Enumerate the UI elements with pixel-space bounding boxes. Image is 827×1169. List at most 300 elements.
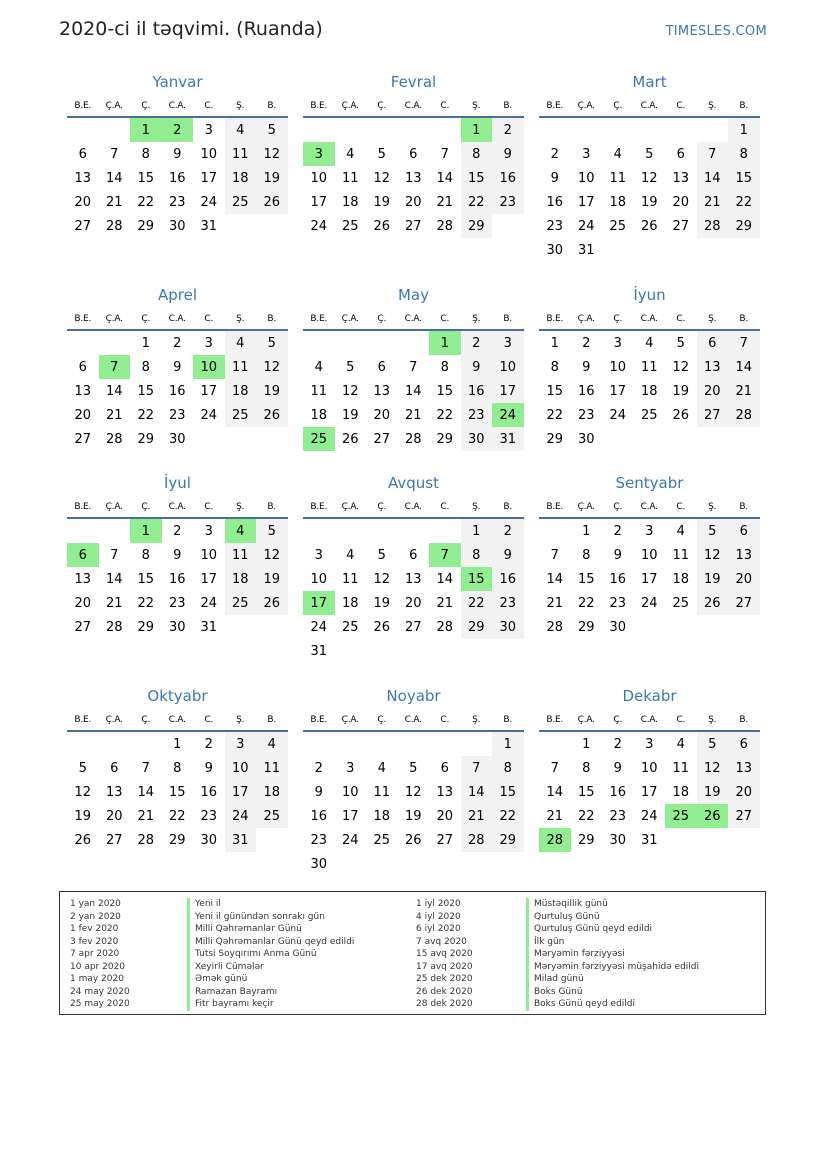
weekday-label: C.A. xyxy=(404,502,422,512)
day-cell: 20 xyxy=(74,596,92,611)
day-cell: 12 xyxy=(697,543,729,567)
day-cell: 1 xyxy=(550,336,559,351)
day-cell: 21 xyxy=(546,809,564,824)
weekday-label: Ş. xyxy=(472,715,481,725)
month-5 xyxy=(303,285,524,451)
legend-date: 26 dek 2020 xyxy=(416,986,473,997)
day-cell: 21 xyxy=(436,195,454,210)
weekday-label: Ş. xyxy=(236,101,245,111)
weekday-label: Ş. xyxy=(472,101,481,111)
day-cell: 27 xyxy=(728,804,760,828)
weekday-label: C. xyxy=(676,502,686,512)
legend-dates-left xyxy=(70,898,130,1011)
day-cell: 27 xyxy=(672,219,690,234)
day-cell: 5 xyxy=(645,147,654,162)
empty-cell xyxy=(335,331,367,355)
empty-cell xyxy=(697,118,729,142)
empty-cell xyxy=(303,519,335,543)
legend-holiday-name: Boks Günü qeyd edildi xyxy=(526,998,699,1011)
empty-cell xyxy=(366,118,398,142)
weekday-label: C. xyxy=(440,314,450,324)
weekday-label: C. xyxy=(440,502,450,512)
weekday-label: C.A. xyxy=(168,502,186,512)
weekday-label: C.A. xyxy=(640,101,658,111)
holiday-day-cell: 7 xyxy=(99,355,131,379)
day-cell: 2 xyxy=(550,147,559,162)
day-cell: 11 xyxy=(225,355,257,379)
weekday-label: B.E. xyxy=(546,314,564,324)
month-6 xyxy=(539,285,760,451)
day-cell: 3 xyxy=(204,123,213,138)
month-name: İyul xyxy=(164,474,191,492)
day-cell: 3 xyxy=(645,737,654,752)
empty-cell xyxy=(67,331,99,355)
weekday-header xyxy=(303,98,524,114)
day-cell: 30 xyxy=(310,857,328,872)
day-cell: 5 xyxy=(676,336,685,351)
day-cell: 1 xyxy=(492,732,524,756)
day-cell: 18 xyxy=(256,780,288,804)
day-cell: 20 xyxy=(404,596,422,611)
weekday-label: Ş. xyxy=(236,715,245,725)
day-cell: 21 xyxy=(546,596,564,611)
day-cell: 14 xyxy=(546,572,564,587)
holiday-day-cell: 6 xyxy=(67,543,99,567)
day-cell: 7 xyxy=(141,761,150,776)
empty-cell xyxy=(67,732,99,756)
day-grid xyxy=(539,519,760,639)
day-cell: 24 xyxy=(640,596,658,611)
day-cell: 19 xyxy=(256,379,288,403)
day-cell: 30 xyxy=(492,615,524,639)
day-cell: 8 xyxy=(141,548,150,563)
day-cell: 17 xyxy=(200,171,218,186)
day-cell: 27 xyxy=(697,403,729,427)
weekday-label: C. xyxy=(676,314,686,324)
day-cell: 10 xyxy=(640,761,658,776)
day-cell: 4 xyxy=(377,761,386,776)
day-cell: 14 xyxy=(105,384,123,399)
holiday-day-cell: 10 xyxy=(193,355,225,379)
page-title: 2020-ci il təqvimi. (Ruanda) xyxy=(59,18,323,40)
legend-holiday-name: Əmək günü xyxy=(187,973,354,986)
day-cell: 27 xyxy=(373,432,391,447)
day-cell: 9 xyxy=(582,360,591,375)
day-cell: 29 xyxy=(168,833,186,848)
holiday-day-cell: 1 xyxy=(461,118,493,142)
day-cell: 27 xyxy=(74,432,92,447)
day-cell: 3 xyxy=(613,336,622,351)
day-cell: 29 xyxy=(492,828,524,852)
day-cell: 27 xyxy=(404,620,422,635)
legend-holiday-name: Məryəmin fərziyyəsi müşahidə edildi xyxy=(526,961,699,974)
day-cell: 22 xyxy=(577,596,595,611)
day-cell: 4 xyxy=(676,524,685,539)
day-cell: 29 xyxy=(546,432,564,447)
weekday-header xyxy=(539,712,760,728)
day-cell: 8 xyxy=(173,761,182,776)
day-cell: 5 xyxy=(256,331,288,355)
day-cell: 24 xyxy=(200,408,218,423)
day-cell: 10 xyxy=(609,360,627,375)
day-cell: 9 xyxy=(550,171,559,186)
day-cell: 2 xyxy=(492,118,524,142)
day-cell: 11 xyxy=(640,360,658,375)
weekday-label: B. xyxy=(267,502,277,512)
weekday-label: Ç.A. xyxy=(105,502,123,512)
legend-date: 15 avq 2020 xyxy=(416,949,473,959)
day-cell: 1 xyxy=(728,118,760,142)
weekday-label: B. xyxy=(503,314,513,324)
legend-holiday-name: Tutsi Soyqırımı Anma Günü xyxy=(187,948,354,961)
day-cell: 16 xyxy=(492,567,524,591)
day-cell: 20 xyxy=(728,780,760,804)
day-cell: 12 xyxy=(341,384,359,399)
day-cell: 25 xyxy=(341,219,359,234)
day-grid xyxy=(303,118,524,238)
day-cell: 2 xyxy=(204,737,213,752)
day-cell: 18 xyxy=(672,572,690,587)
day-cell: 13 xyxy=(105,785,123,800)
empty-cell xyxy=(398,732,430,756)
day-cell: 20 xyxy=(436,809,454,824)
day-cell: 4 xyxy=(676,737,685,752)
weekday-label: B.E. xyxy=(74,502,92,512)
legend-date: 4 iyl 2020 xyxy=(416,911,461,922)
day-cell: 16 xyxy=(461,379,493,403)
weekday-label: C.A. xyxy=(404,715,422,725)
day-cell: 18 xyxy=(341,195,359,210)
empty-cell xyxy=(366,519,398,543)
day-cell: 8 xyxy=(440,360,449,375)
day-cell: 18 xyxy=(341,596,359,611)
day-cell: 5 xyxy=(409,761,418,776)
day-cell: 15 xyxy=(137,572,155,587)
day-cell: 5 xyxy=(377,147,386,162)
weekday-header xyxy=(303,499,524,515)
day-cell: 11 xyxy=(672,761,690,776)
weekday-label: B.E. xyxy=(74,314,92,324)
holiday-day-cell: 24 xyxy=(492,403,524,427)
day-cell: 20 xyxy=(373,408,391,423)
day-cell: 2 xyxy=(461,331,493,355)
day-cell: 22 xyxy=(436,408,454,423)
legend-names-right xyxy=(526,898,699,1011)
legend-holiday-name: İlk gün xyxy=(526,936,699,949)
day-cell: 12 xyxy=(640,171,658,186)
day-cell: 20 xyxy=(728,567,760,591)
month-name: Yanvar xyxy=(152,73,203,91)
day-cell: 22 xyxy=(137,596,155,611)
day-cell: 11 xyxy=(225,142,257,166)
day-cell: 31 xyxy=(200,620,218,635)
empty-cell xyxy=(67,519,99,543)
day-cell: 12 xyxy=(256,355,288,379)
day-cell: 7 xyxy=(409,360,418,375)
day-cell: 4 xyxy=(346,147,355,162)
day-cell: 15 xyxy=(168,785,186,800)
day-cell: 8 xyxy=(461,543,493,567)
weekday-label: B. xyxy=(503,502,513,512)
weekday-label: C.A. xyxy=(168,314,186,324)
day-grid xyxy=(67,331,288,451)
day-cell: 23 xyxy=(577,408,595,423)
day-cell: 31 xyxy=(640,833,658,848)
day-cell: 11 xyxy=(672,548,690,563)
day-cell: 18 xyxy=(225,567,257,591)
day-cell: 7 xyxy=(110,548,119,563)
day-cell: 4 xyxy=(225,331,257,355)
day-cell: 26 xyxy=(697,591,729,615)
day-cell: 28 xyxy=(697,214,729,238)
day-cell: 16 xyxy=(546,195,564,210)
day-cell: 6 xyxy=(110,761,119,776)
day-cell: 13 xyxy=(74,572,92,587)
day-cell: 3 xyxy=(346,761,355,776)
day-cell: 14 xyxy=(105,171,123,186)
day-cell: 11 xyxy=(256,756,288,780)
day-cell: 6 xyxy=(78,147,87,162)
empty-cell xyxy=(335,732,367,756)
day-cell: 29 xyxy=(137,620,155,635)
weekday-label: Ç.A. xyxy=(105,101,123,111)
day-cell: 3 xyxy=(492,331,524,355)
day-cell: 26 xyxy=(672,408,690,423)
day-cell: 4 xyxy=(314,360,323,375)
legend-date: 1 may 2020 xyxy=(70,974,124,984)
weekday-label: B.E. xyxy=(546,715,564,725)
day-cell: 13 xyxy=(404,572,422,587)
month-1 xyxy=(67,72,288,238)
day-cell: 16 xyxy=(200,785,218,800)
legend-date: 3 fev 2020 xyxy=(70,936,119,947)
weekday-label: B.E. xyxy=(546,502,564,512)
empty-cell xyxy=(602,118,634,142)
day-grid xyxy=(67,118,288,238)
weekday-label: Ç.A. xyxy=(341,101,359,111)
weekday-label: Ç. xyxy=(613,101,623,111)
empty-cell xyxy=(130,732,162,756)
day-cell: 22 xyxy=(168,809,186,824)
month-name: Sentyabr xyxy=(615,474,684,492)
month-7 xyxy=(67,473,288,639)
day-cell: 3 xyxy=(645,524,654,539)
weekday-label: B. xyxy=(739,101,749,111)
legend-holiday-name: Fitr bayramı keçir xyxy=(187,998,354,1011)
weekday-label: B. xyxy=(739,715,749,725)
empty-cell xyxy=(461,732,493,756)
empty-cell xyxy=(335,519,367,543)
day-cell: 29 xyxy=(577,833,595,848)
day-cell: 30 xyxy=(200,833,218,848)
day-cell: 18 xyxy=(640,384,658,399)
legend-date: 7 avq 2020 xyxy=(416,936,467,947)
month-name: Noyabr xyxy=(386,687,441,705)
day-cell: 30 xyxy=(168,432,186,447)
legend-holiday-name: Müstəqillik günü xyxy=(526,898,699,911)
day-cell: 17 xyxy=(640,572,658,587)
empty-cell xyxy=(303,118,335,142)
day-cell: 10 xyxy=(577,171,595,186)
weekday-header xyxy=(539,98,760,114)
day-cell: 20 xyxy=(74,195,92,210)
day-cell: 2 xyxy=(173,524,182,539)
day-cell: 11 xyxy=(341,572,359,587)
day-cell: 12 xyxy=(404,785,422,800)
weekday-label: B.E. xyxy=(74,715,92,725)
legend-holiday-name: Milli Qəhrəmanlar Günü xyxy=(187,923,354,936)
empty-cell xyxy=(429,519,461,543)
day-cell: 1 xyxy=(461,519,493,543)
day-cell: 30 xyxy=(609,620,627,635)
day-cell: 23 xyxy=(168,596,186,611)
day-cell: 29 xyxy=(461,214,493,238)
day-cell: 21 xyxy=(697,190,729,214)
day-cell: 19 xyxy=(373,195,391,210)
day-cell: 7 xyxy=(550,548,559,563)
legend-holiday-name: Qurtuluş Günü qeyd edildi xyxy=(526,923,699,936)
day-cell: 1 xyxy=(173,737,182,752)
day-cell: 28 xyxy=(105,620,123,635)
day-cell: 23 xyxy=(492,190,524,214)
day-cell: 26 xyxy=(404,833,422,848)
day-cell: 19 xyxy=(74,809,92,824)
day-cell: 9 xyxy=(314,785,323,800)
day-cell: 21 xyxy=(404,408,422,423)
day-cell: 8 xyxy=(461,142,493,166)
day-cell: 6 xyxy=(728,519,760,543)
day-cell: 5 xyxy=(256,118,288,142)
holiday-day-cell: 28 xyxy=(539,828,571,852)
day-cell: 6 xyxy=(377,360,386,375)
day-cell: 7 xyxy=(461,756,493,780)
weekday-label: C.A. xyxy=(640,502,658,512)
legend-holiday-name: Xeyirli Cümələr xyxy=(187,961,354,974)
day-cell: 16 xyxy=(609,785,627,800)
day-cell: 17 xyxy=(200,384,218,399)
day-cell: 28 xyxy=(137,833,155,848)
day-cell: 27 xyxy=(74,219,92,234)
day-cell: 20 xyxy=(404,195,422,210)
empty-cell xyxy=(99,331,131,355)
day-cell: 19 xyxy=(697,780,729,804)
day-cell: 9 xyxy=(173,360,182,375)
weekday-label: C.A. xyxy=(640,314,658,324)
month-2 xyxy=(303,72,524,238)
day-cell: 13 xyxy=(697,355,729,379)
day-cell: 8 xyxy=(728,142,760,166)
weekday-label: Ç. xyxy=(377,101,387,111)
day-cell: 8 xyxy=(141,147,150,162)
weekday-label: Ş. xyxy=(472,502,481,512)
day-cell: 5 xyxy=(346,360,355,375)
holiday-day-cell: 7 xyxy=(429,543,461,567)
day-cell: 23 xyxy=(200,809,218,824)
day-cell: 9 xyxy=(461,355,493,379)
day-cell: 7 xyxy=(728,331,760,355)
day-cell: 14 xyxy=(728,355,760,379)
brand-logo-text[interactable]: TIMESLES.COM xyxy=(665,24,767,39)
day-cell: 17 xyxy=(640,785,658,800)
weekday-label: C. xyxy=(676,101,686,111)
day-cell: 29 xyxy=(577,620,595,635)
day-cell: 26 xyxy=(74,833,92,848)
day-cell: 10 xyxy=(200,147,218,162)
day-cell: 10 xyxy=(225,756,257,780)
day-cell: 5 xyxy=(377,548,386,563)
day-cell: 12 xyxy=(672,360,690,375)
day-grid xyxy=(539,118,760,262)
weekday-label: Ç. xyxy=(141,314,151,324)
day-cell: 24 xyxy=(200,596,218,611)
weekday-label: Ç.A. xyxy=(341,502,359,512)
day-cell: 26 xyxy=(373,219,391,234)
weekday-label: Ç. xyxy=(377,715,387,725)
day-cell: 11 xyxy=(341,171,359,186)
day-cell: 24 xyxy=(310,219,328,234)
day-cell: 9 xyxy=(204,761,213,776)
day-cell: 12 xyxy=(256,543,288,567)
month-3 xyxy=(539,72,760,262)
day-cell: 30 xyxy=(168,620,186,635)
empty-cell xyxy=(634,118,666,142)
day-cell: 2 xyxy=(613,524,622,539)
day-grid xyxy=(67,732,288,852)
day-cell: 3 xyxy=(314,548,323,563)
day-cell: 24 xyxy=(310,620,328,635)
day-cell: 10 xyxy=(492,355,524,379)
day-cell: 15 xyxy=(492,780,524,804)
day-cell: 19 xyxy=(640,195,658,210)
day-cell: 19 xyxy=(373,596,391,611)
day-cell: 5 xyxy=(78,761,87,776)
day-cell: 28 xyxy=(546,620,564,635)
empty-cell xyxy=(398,331,430,355)
day-cell: 19 xyxy=(256,567,288,591)
day-cell: 27 xyxy=(436,833,454,848)
day-cell: 2 xyxy=(492,519,524,543)
day-cell: 5 xyxy=(697,519,729,543)
day-cell: 22 xyxy=(546,408,564,423)
weekday-label: B. xyxy=(503,715,513,725)
day-cell: 29 xyxy=(461,615,493,639)
day-cell: 25 xyxy=(609,219,627,234)
month-4 xyxy=(67,285,288,451)
day-cell: 7 xyxy=(110,147,119,162)
day-cell: 2 xyxy=(314,761,323,776)
day-cell: 18 xyxy=(609,195,627,210)
day-cell: 8 xyxy=(550,360,559,375)
day-cell: 28 xyxy=(461,828,493,852)
day-cell: 13 xyxy=(404,171,422,186)
day-cell: 31 xyxy=(200,219,218,234)
day-cell: 24 xyxy=(225,804,257,828)
day-cell: 31 xyxy=(225,828,257,852)
empty-cell xyxy=(429,118,461,142)
day-cell: 26 xyxy=(256,591,288,615)
day-cell: 28 xyxy=(728,403,760,427)
legend-holiday-name: Məryəmin fərziyyəsi xyxy=(526,948,699,961)
day-cell: 11 xyxy=(373,785,391,800)
weekday-label: C.A. xyxy=(404,314,422,324)
day-cell: 17 xyxy=(200,572,218,587)
day-cell: 14 xyxy=(105,572,123,587)
day-cell: 16 xyxy=(577,384,595,399)
day-cell: 3 xyxy=(582,147,591,162)
day-cell: 13 xyxy=(74,171,92,186)
month-name: Dekabr xyxy=(622,687,677,705)
day-cell: 30 xyxy=(546,243,564,258)
